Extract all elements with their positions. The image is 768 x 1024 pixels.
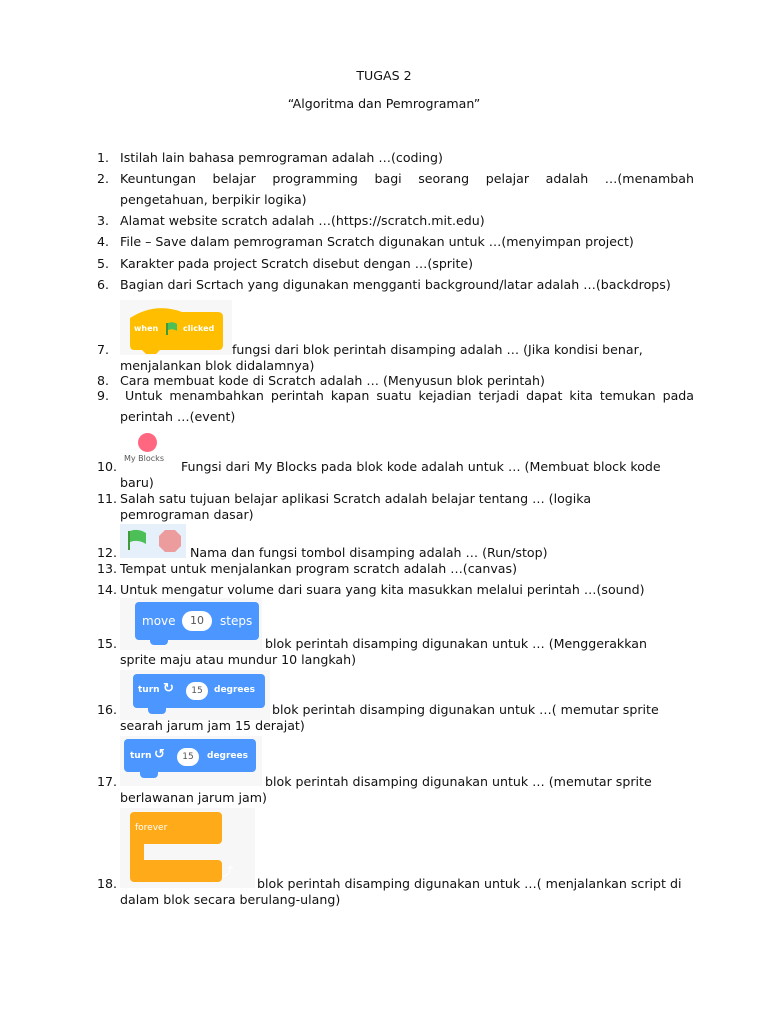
my-blocks-label: My Blocks <box>124 454 164 463</box>
item-number: 6. <box>97 277 110 292</box>
item-number: 2. <box>97 171 110 186</box>
item-number: 14. <box>97 582 118 597</box>
item-number: 7. <box>97 342 110 357</box>
move-steps-block-image <box>120 598 262 650</box>
item-number: 1. <box>97 150 110 165</box>
document-title: TUGAS 2 <box>356 68 412 83</box>
item-text: dalam blok secara berulang-ulang) <box>120 892 341 907</box>
item-text: Untuk menambahkan perintah kapan suatu kejadian terjadi dapat kita temukan pada <box>125 388 694 403</box>
item-text: Nama dan fungsi tombol disamping adalah … (Run/stop) <box>190 545 548 560</box>
turn-left-block-image <box>120 736 262 786</box>
item-number: 4. <box>97 234 110 249</box>
item-text: blok perintah disamping digunakan untuk …( memutar sprite <box>272 702 659 717</box>
item-number: 9. <box>97 388 110 403</box>
clicked-label: clicked <box>183 324 215 333</box>
turn-label: turn <box>138 685 160 695</box>
turn-right-block-image <box>120 670 270 720</box>
steps-value-input: 10 <box>182 611 212 631</box>
item-text: baru) <box>120 475 154 490</box>
item-number: 16. <box>97 702 118 717</box>
when-label: when <box>134 324 159 333</box>
item-text: sprite maju atau mundur 10 langkah) <box>120 652 357 667</box>
item-text: Cara membuat kode di Scratch adalah … (Menyusun blok perintah) <box>120 373 545 388</box>
item-text: pengetahuan, berpikir logika) <box>120 192 307 207</box>
degrees-label: degrees <box>207 751 248 761</box>
loop-arrow-icon: ⤴ <box>222 865 233 878</box>
document-subtitle: “Algoritma dan Pemrograman” <box>287 96 481 111</box>
item-text: Untuk mengatur volume dari suara yang kita masukkan melalui perintah …(sound) <box>120 582 645 597</box>
when-flag-clicked-block-image <box>120 300 232 355</box>
item-number: 15. <box>97 636 118 651</box>
item-number: 12. <box>97 545 118 560</box>
forever-block-image <box>120 808 255 888</box>
item-number: 10. <box>97 459 118 474</box>
item-text: Keuntungan belajar programming bagi seorang pelajar adalah …(menambah <box>120 171 694 186</box>
item-text: blok perintah disamping digunakan untuk …( menjalankan script di <box>257 876 682 891</box>
my-blocks-circle-icon <box>138 433 157 452</box>
rotate-counterclockwise-icon: ↺ <box>154 747 165 762</box>
my-blocks-category-image <box>122 430 174 468</box>
run-stop-buttons-image <box>120 524 186 558</box>
item-text: blok perintah disamping digunakan untuk … (Menggerakkan <box>265 636 647 651</box>
degrees-value-input: 15 <box>186 682 208 700</box>
item-text: Alamat website scratch adalah …(https://scratch.mit.edu) <box>120 213 485 228</box>
item-number: 3. <box>97 213 110 228</box>
degrees-label: degrees <box>214 685 255 695</box>
move-label: move <box>142 614 176 628</box>
stop-sign-icon <box>158 529 182 553</box>
block-notch <box>150 638 168 645</box>
item-text: perintah …(event) <box>120 409 236 424</box>
item-text: pemrograman dasar) <box>120 507 254 522</box>
steps-label: steps <box>220 614 253 628</box>
rotate-clockwise-icon: ↻ <box>163 681 174 696</box>
item-number: 11. <box>97 491 118 506</box>
block-notch <box>140 771 158 778</box>
forever-label: forever <box>135 823 168 833</box>
control-block-bottom <box>130 860 222 882</box>
item-text: Karakter pada project Scratch disebut dengan …(sprite) <box>120 256 474 271</box>
item-text: searah jarum jam 15 derajat) <box>120 718 305 733</box>
degrees-value-input: 15 <box>177 748 199 766</box>
turn-label: turn <box>130 751 152 761</box>
item-text: fungsi dari blok perintah disamping adalah … (Jika kondisi benar, <box>232 342 643 357</box>
item-number: 17. <box>97 774 118 789</box>
item-text: menjalankan blok didalamnya) <box>120 358 315 373</box>
item-number: 18. <box>97 876 118 891</box>
item-number: 5. <box>97 256 110 271</box>
block-notch <box>148 707 166 714</box>
item-text: File – Save dalam pemrograman Scratch digunakan untuk …(menyimpan project) <box>120 234 634 249</box>
item-text: berlawanan jarum jam) <box>120 790 267 805</box>
item-text: Istilah lain bahasa pemrograman adalah …(coding) <box>120 150 443 165</box>
item-number: 8. <box>97 373 110 388</box>
item-text: Bagian dari Scrtach yang digunakan mengganti background/latar adalah …(backdrops) <box>120 277 671 292</box>
item-text: blok perintah disamping digunakan untuk … (memutar sprite <box>265 774 652 789</box>
item-text: Fungsi dari My Blocks pada blok kode adalah untuk … (Membuat block kode <box>181 459 661 474</box>
item-text: Tempat untuk menjalankan program scratch adalah …(canvas) <box>120 561 517 576</box>
item-text: Salah satu tujuan belajar aplikasi Scratch adalah belajar tentang … (logika <box>120 491 592 506</box>
item-number: 13. <box>97 561 118 576</box>
